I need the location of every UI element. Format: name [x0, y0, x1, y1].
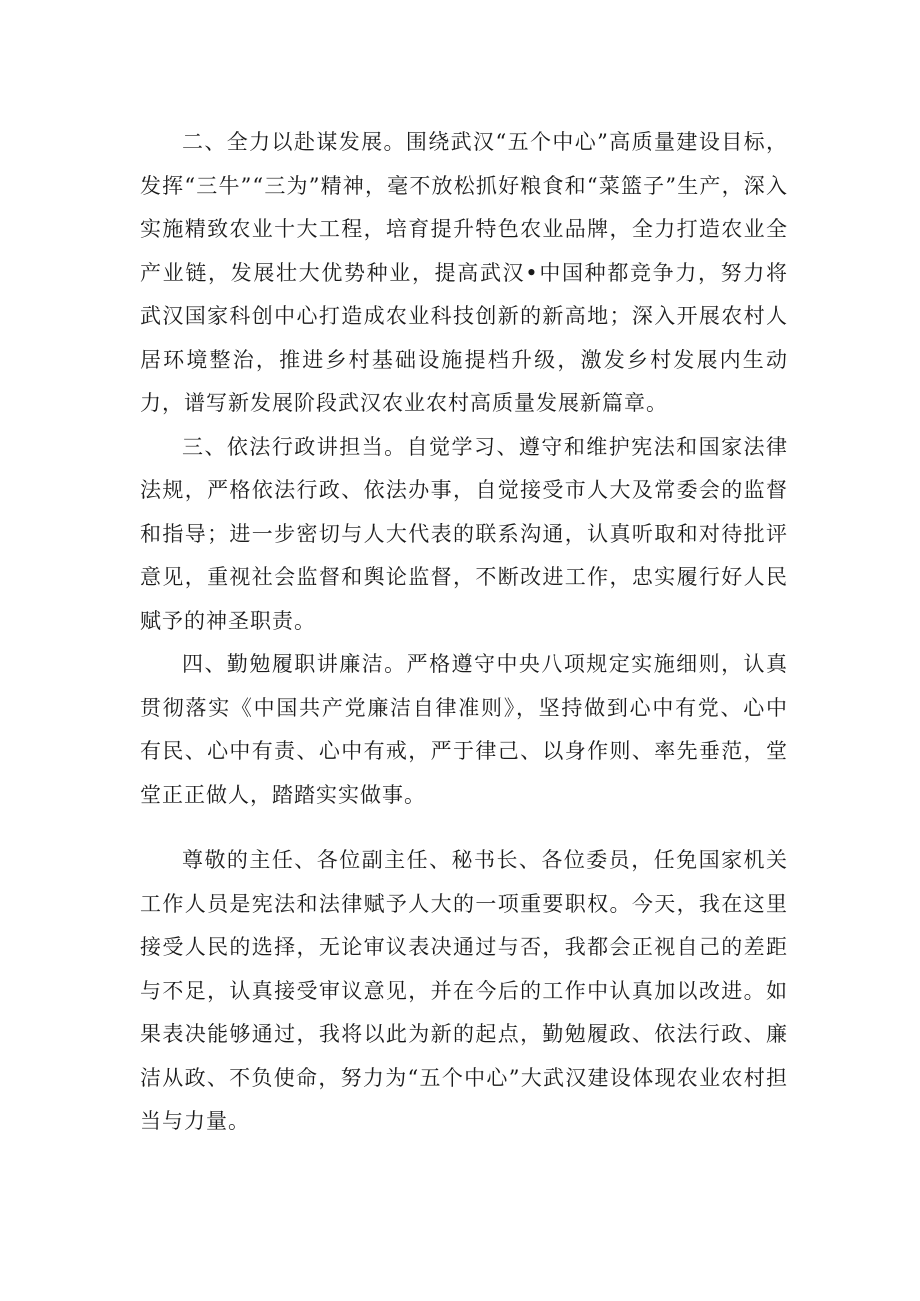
paragraph-closing: 尊敬的主任、各位副主任、秘书长、各位委员，任免国家机关工作人员是宪法和法律赋予人大的一项重要职权。今天，我在这里接受人民的选择，无论审议表决通过与否，我都会正视自己的差距与不足，认真接受审议意见，并在今后的工作中认真加以改进。如果表决能够通过，我将以此为新的起点，勤勉履政、依法行政、廉洁从政、不负使命，努力为“五个中心”大武汉建设体现农业农村担当与力量。 — [140, 848, 788, 1133]
document-body — [140, 121, 788, 1144]
paragraph-integrity: 四、勤勉履职讲廉洁。严格遵守中央八项规定实施细则，认真贯彻落实《中国共产党廉洁自律准则》，坚持做到心中有党、心中有民、心中有责、心中有戒，严于律己、以身作则、率先垂范，堂堂正正做人，踏踏实实做事。 — [140, 652, 788, 807]
paragraph-development: 二、全力以赴谋发展。围绕武汉“五个中心”高质量建设目标，发挥“三牛”“三为”精神，毫不放松抓好粮食和“菜篮子”生产，深入实施精致农业十大工程，培育提升特色农业品牌，全力打造农业全产业链，发展壮大优势种业，提高武汉•中国种都竞争力，努力将武汉国家科创中心打造成农业科技创新的新高地；深入开展农村人居环境整治，推进乡村基础设施提档升级，激发乡村发展内生动力，谱写新发展阶段武汉农业农村高质量发展新篇章。 — [140, 130, 788, 415]
paragraph-rule-of-law: 三、依法行政讲担当。自觉学习、遵守和维护宪法和国家法律法规，严格依法行政、依法办事，自觉接受市人大及常委会的监督和指导；进一步密切与人大代表的联系沟通，认真听取和对待批评意见，重视社会监督和舆论监督，不断改进工作，忠实履行好人民赋予的神圣职责。 — [140, 434, 788, 633]
